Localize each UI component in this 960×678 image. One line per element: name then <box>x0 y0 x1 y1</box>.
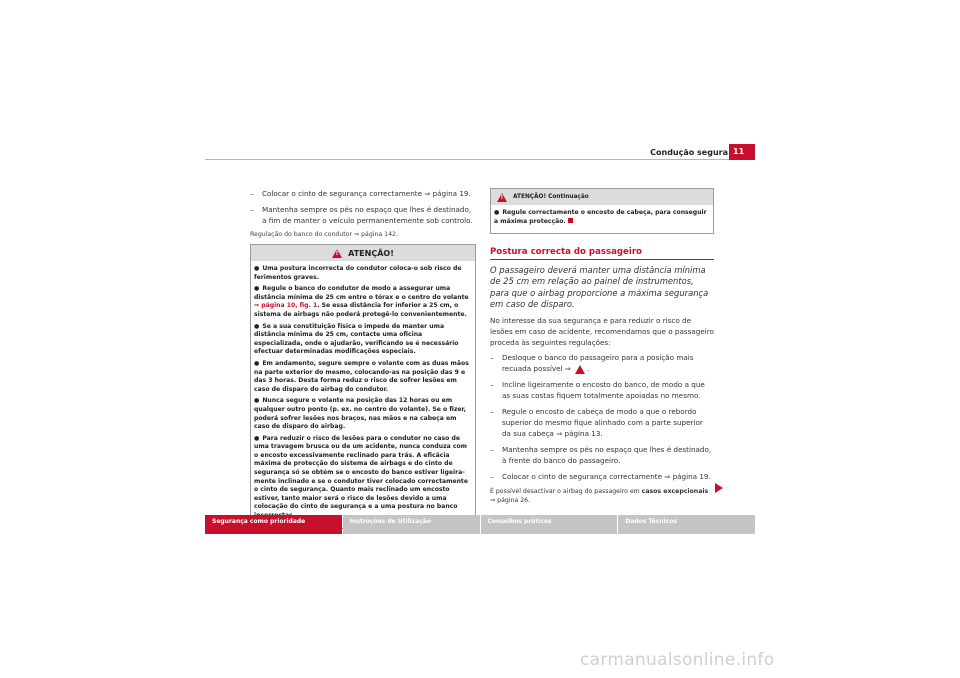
watermark: carmanualsonline.info <box>580 650 775 670</box>
header-rule <box>205 159 755 160</box>
warning-title: ATENÇÃO! <box>348 248 394 258</box>
warning-continued-box <box>490 188 714 234</box>
tab-seguranca[interactable]: Segurança como prioridade <box>205 515 342 534</box>
page-number: 11 <box>729 144 755 160</box>
list-item: – Colocar o cinto de segurança correctamente ⇒ página 19. <box>250 189 471 198</box>
right-column <box>490 188 714 505</box>
footnote: É possível desactivar o airbag do passageiro em casos excepcionais ⇒ página 26. <box>490 488 709 504</box>
warning-triangle-icon <box>332 249 342 258</box>
page-title: Condução segura <box>650 148 728 157</box>
warning-bullet: ● Em andamento, segure sempre o volante com as duas mãos na parte exterior do mesmo, colocando-as na posição das 9 e das 3 horas. Desta forma reduz o risco de sofrer lesões em caso de disparo do airbag do condutor. <box>254 359 469 393</box>
section-title: Postura correcta do passageiro <box>490 247 714 260</box>
list-item: – Mantenha sempre os pés no espaço que lhes é destinado, a fim de manter o veículo permanentemente sob controlo. <box>250 205 473 225</box>
warning-triangle-icon <box>575 365 585 374</box>
intro-paragraph: No interesse da sua segurança e para reduzir o risco de lesões em caso de acidente, recomendamos que o passageiro proceda às seguintes regulações: <box>490 316 714 347</box>
next-page-arrow-icon <box>715 483 723 493</box>
warning-bullet: ● Se a sua constituição física o impede de manter uma distância mínima de 25 cm, contacte uma oficina especializada, onde o ajudarão, verificando se é necessário efectuar determinadas modificações especiais. <box>254 322 459 356</box>
warning-bullet: ● Uma postura incorrecta do condutor coloca-o sob risco de ferimentos graves. <box>254 265 462 281</box>
warning-header <box>251 245 475 261</box>
warning-bullet: ● Para reduzir o risco de lesões para o condutor no caso de uma travagem brusca ou de um acidente, nunca conduza com o encosto excessivamente reclinado para trás. A eficácia máxima de protecção do sistema de airbags e do cinto de segurança só se obtém se o encosto do banco estiver ligeira-mente inclinado e se o condutor tiver colocado correctamente o cinto de segurança. Quanto mais reclinado um encosto estiver, tanto maior será o risco de lesões devido a uma colocação do cinto de segurança e a uma postura no banco <box>254 434 468 511</box>
warning-body <box>251 261 475 528</box>
cross-reference: Regulação do banco do condutor ⇒ página 142. <box>250 231 398 238</box>
warning-triangle-icon <box>497 193 507 202</box>
list-item: – Incline ligeiramente o encosto do banco, de modo a que as suas costas fiquem totalmente apoiadas no mesmo. <box>490 380 705 400</box>
warning-bullet: ● Regule correctamente o encosto de cabeça, para conseguir a máxima protecção. <box>494 209 707 225</box>
list-item: – Mantenha sempre os pés no espaço que lhes é destinado, à frente do banco do passageiro. <box>490 445 712 465</box>
list-item: – Desloque o banco do passageiro para a posição mais recuada possível ⇒ . <box>490 353 694 373</box>
tab-instrucoes[interactable]: Instruções de Utilização <box>343 515 480 534</box>
tab-conselhos[interactable]: Conselhos práticos <box>481 515 618 534</box>
warning-body <box>491 205 713 233</box>
warning-header <box>491 189 713 205</box>
warning-bullet: ● Nunca segure o volante na posição das 12 horas ou em qualquer outro ponto (p. ex. no centro do volante). Se o fizer, poderá sofrer lesões nos braços, nas mãos e na cabeça em caso de disparo do airbag. <box>254 397 466 431</box>
footer-nav <box>205 515 755 534</box>
list-item: – Regule o encosto de cabeça de modo a que o rebordo superior do mesmo fique alinhado com a parte superior da sua cabeça ⇒ página 13. <box>490 407 703 438</box>
warning-box <box>250 244 476 529</box>
warning-bullet: ● Regule o banco do condutor de modo a assegurar uma distância mínima de 25 cm entre o tórax e o centro do volante ⇒ página 10, fig. 1. Se essa distância for inferior a 25 cm, o sistema de airbags não poderá protegê-lo convenientemente. <box>254 285 469 318</box>
left-column <box>250 188 476 529</box>
tab-dados-tecnicos[interactable]: Dados Técnicos <box>618 515 755 534</box>
end-marker-icon <box>568 218 573 223</box>
page-link[interactable]: ⇒ página 10, fig. 1 <box>254 302 318 310</box>
warning-title: ATENÇÃO! Continuação <box>513 194 589 200</box>
section-lead: O passageiro deverá manter uma distância mínima de 25 cm em relação ao painel de instrumentos, para que o airbag proporcione a máxima segurança em caso de disparo. <box>490 265 709 309</box>
list-item: – Colocar o cinto de segurança correctamente ⇒ página 19. <box>490 472 711 481</box>
